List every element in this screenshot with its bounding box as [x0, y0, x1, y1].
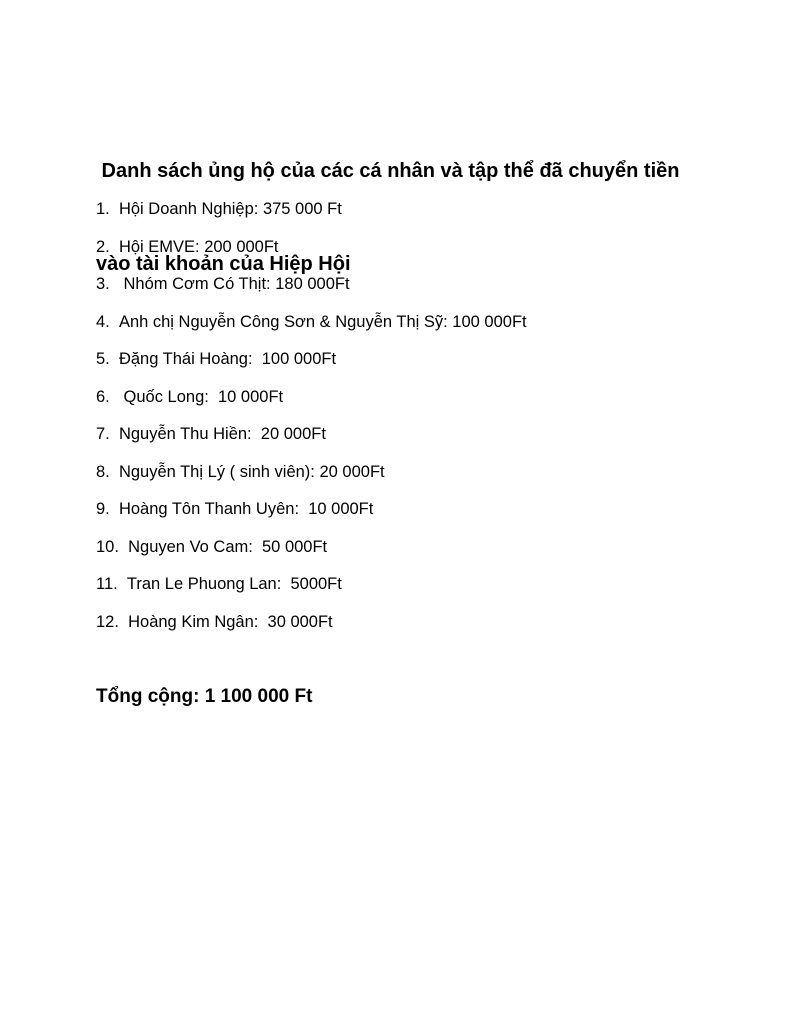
item-text: Hội Doanh Nghiệp: 375 000 Ft — [118, 200, 342, 218]
list-item — [96, 197, 527, 235]
list-item — [96, 235, 527, 273]
item-text: Hoàng Kim Ngân: 30 000Ft — [128, 612, 333, 631]
list-item — [96, 535, 527, 573]
item-number: 11. — [96, 575, 127, 593]
item-number: 4. — [96, 312, 119, 331]
item-text: Hội EMVE: 200 000Ft — [118, 237, 279, 256]
item-number: 3. — [96, 275, 124, 293]
list-item — [96, 310, 527, 348]
item-number: 2. — [96, 237, 119, 256]
list-item — [96, 385, 527, 423]
title-line-1: Danh sách ủng hộ của các cá nhân và tập thể đã chuyển tiền — [96, 160, 680, 182]
item-text: Nguyễn Thu Hiền: 20 000Ft — [118, 425, 326, 443]
item-number: 1. — [96, 200, 119, 218]
list-item — [96, 272, 527, 310]
list-item — [96, 572, 527, 610]
item-text: Anh chị Nguyễn Công Sơn & Nguyễn Thị Sỹ: 100 000Ft — [118, 312, 527, 331]
item-text: Đặng Thái Hoàng: 100 000Ft — [118, 350, 337, 368]
item-number: 7. — [96, 425, 119, 443]
item-number: 5. — [96, 350, 119, 368]
item-text: Nhóm Cơm Có Thịt: 180 000Ft — [123, 275, 350, 293]
list-item — [96, 460, 527, 498]
item-number: 6. — [96, 387, 124, 406]
title-line-2: vào tài khoản của Hiệp Hội — [96, 253, 351, 275]
item-number: 12. — [96, 612, 129, 631]
list-item — [96, 497, 527, 535]
item-text: Hoàng Tôn Thanh Uyên: 10 000Ft — [118, 500, 374, 518]
item-number: 8. — [96, 462, 119, 481]
donor-list — [96, 197, 527, 647]
item-number: 10. — [96, 537, 129, 556]
item-text: Nguyễn Thị Lý ( sinh viên): 20 000Ft — [118, 462, 385, 481]
total-amount: Tổng cộng: 1 100 000 Ft — [96, 686, 313, 707]
item-text: Quốc Long: 10 000Ft — [123, 387, 284, 406]
list-item — [96, 347, 527, 385]
item-text: Tran Le Phuong Lan: 5000Ft — [126, 575, 342, 593]
list-item — [96, 610, 527, 648]
list-item — [96, 422, 527, 460]
item-number: 9. — [96, 500, 119, 518]
item-text: Nguyen Vo Cam: 50 000Ft — [128, 537, 328, 556]
